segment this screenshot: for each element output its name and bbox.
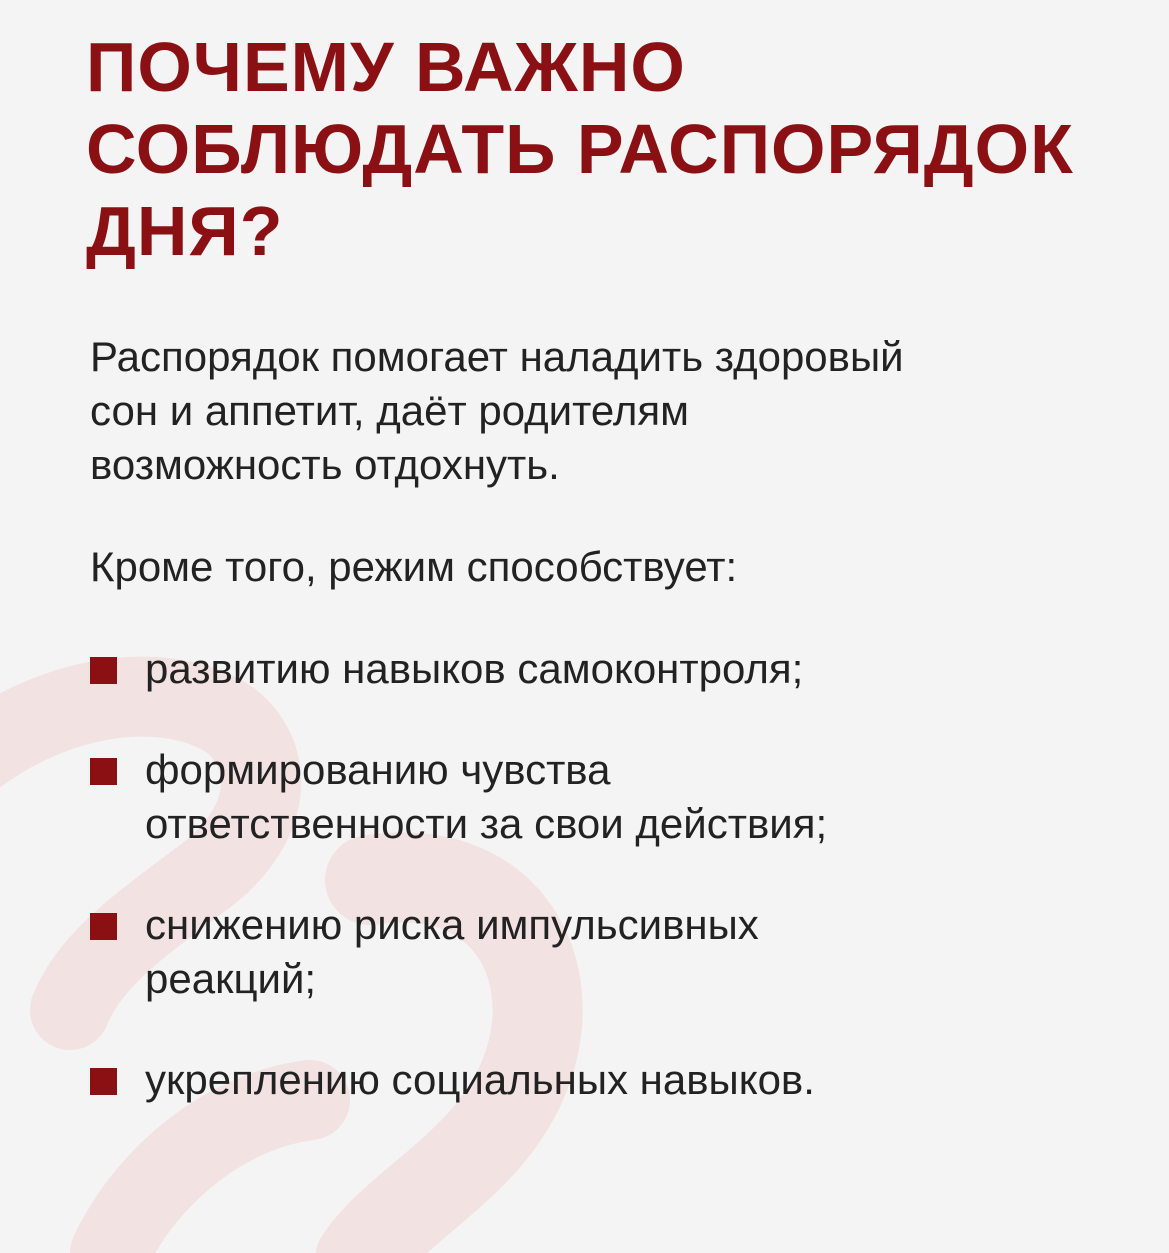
list-item-text: формированию чувства ответственности за свои действия;: [145, 746, 828, 847]
intro-paragraph: Распорядок помогает наладить здоровый сон и аппетит, даёт родителям возможность отдохнуть.: [90, 333, 904, 488]
list-item-text: укреплению социальных навыков.: [145, 1056, 815, 1103]
list-item-text: снижению риска импульсивных реакций;: [145, 901, 759, 1002]
list-item-text: развитию навыков самоконтроля;: [145, 645, 804, 692]
square-bullet-icon: [90, 1068, 117, 1095]
square-bullet-icon: [90, 758, 117, 785]
square-bullet-icon: [90, 913, 117, 940]
lead-paragraph: Кроме того, режим способствует:: [90, 543, 738, 590]
square-bullet-icon: [90, 657, 117, 684]
page-title: ПОЧЕМУ ВАЖНО СОБЛЮДАТЬ РАСПОРЯДОК ДНЯ?: [86, 28, 1074, 270]
